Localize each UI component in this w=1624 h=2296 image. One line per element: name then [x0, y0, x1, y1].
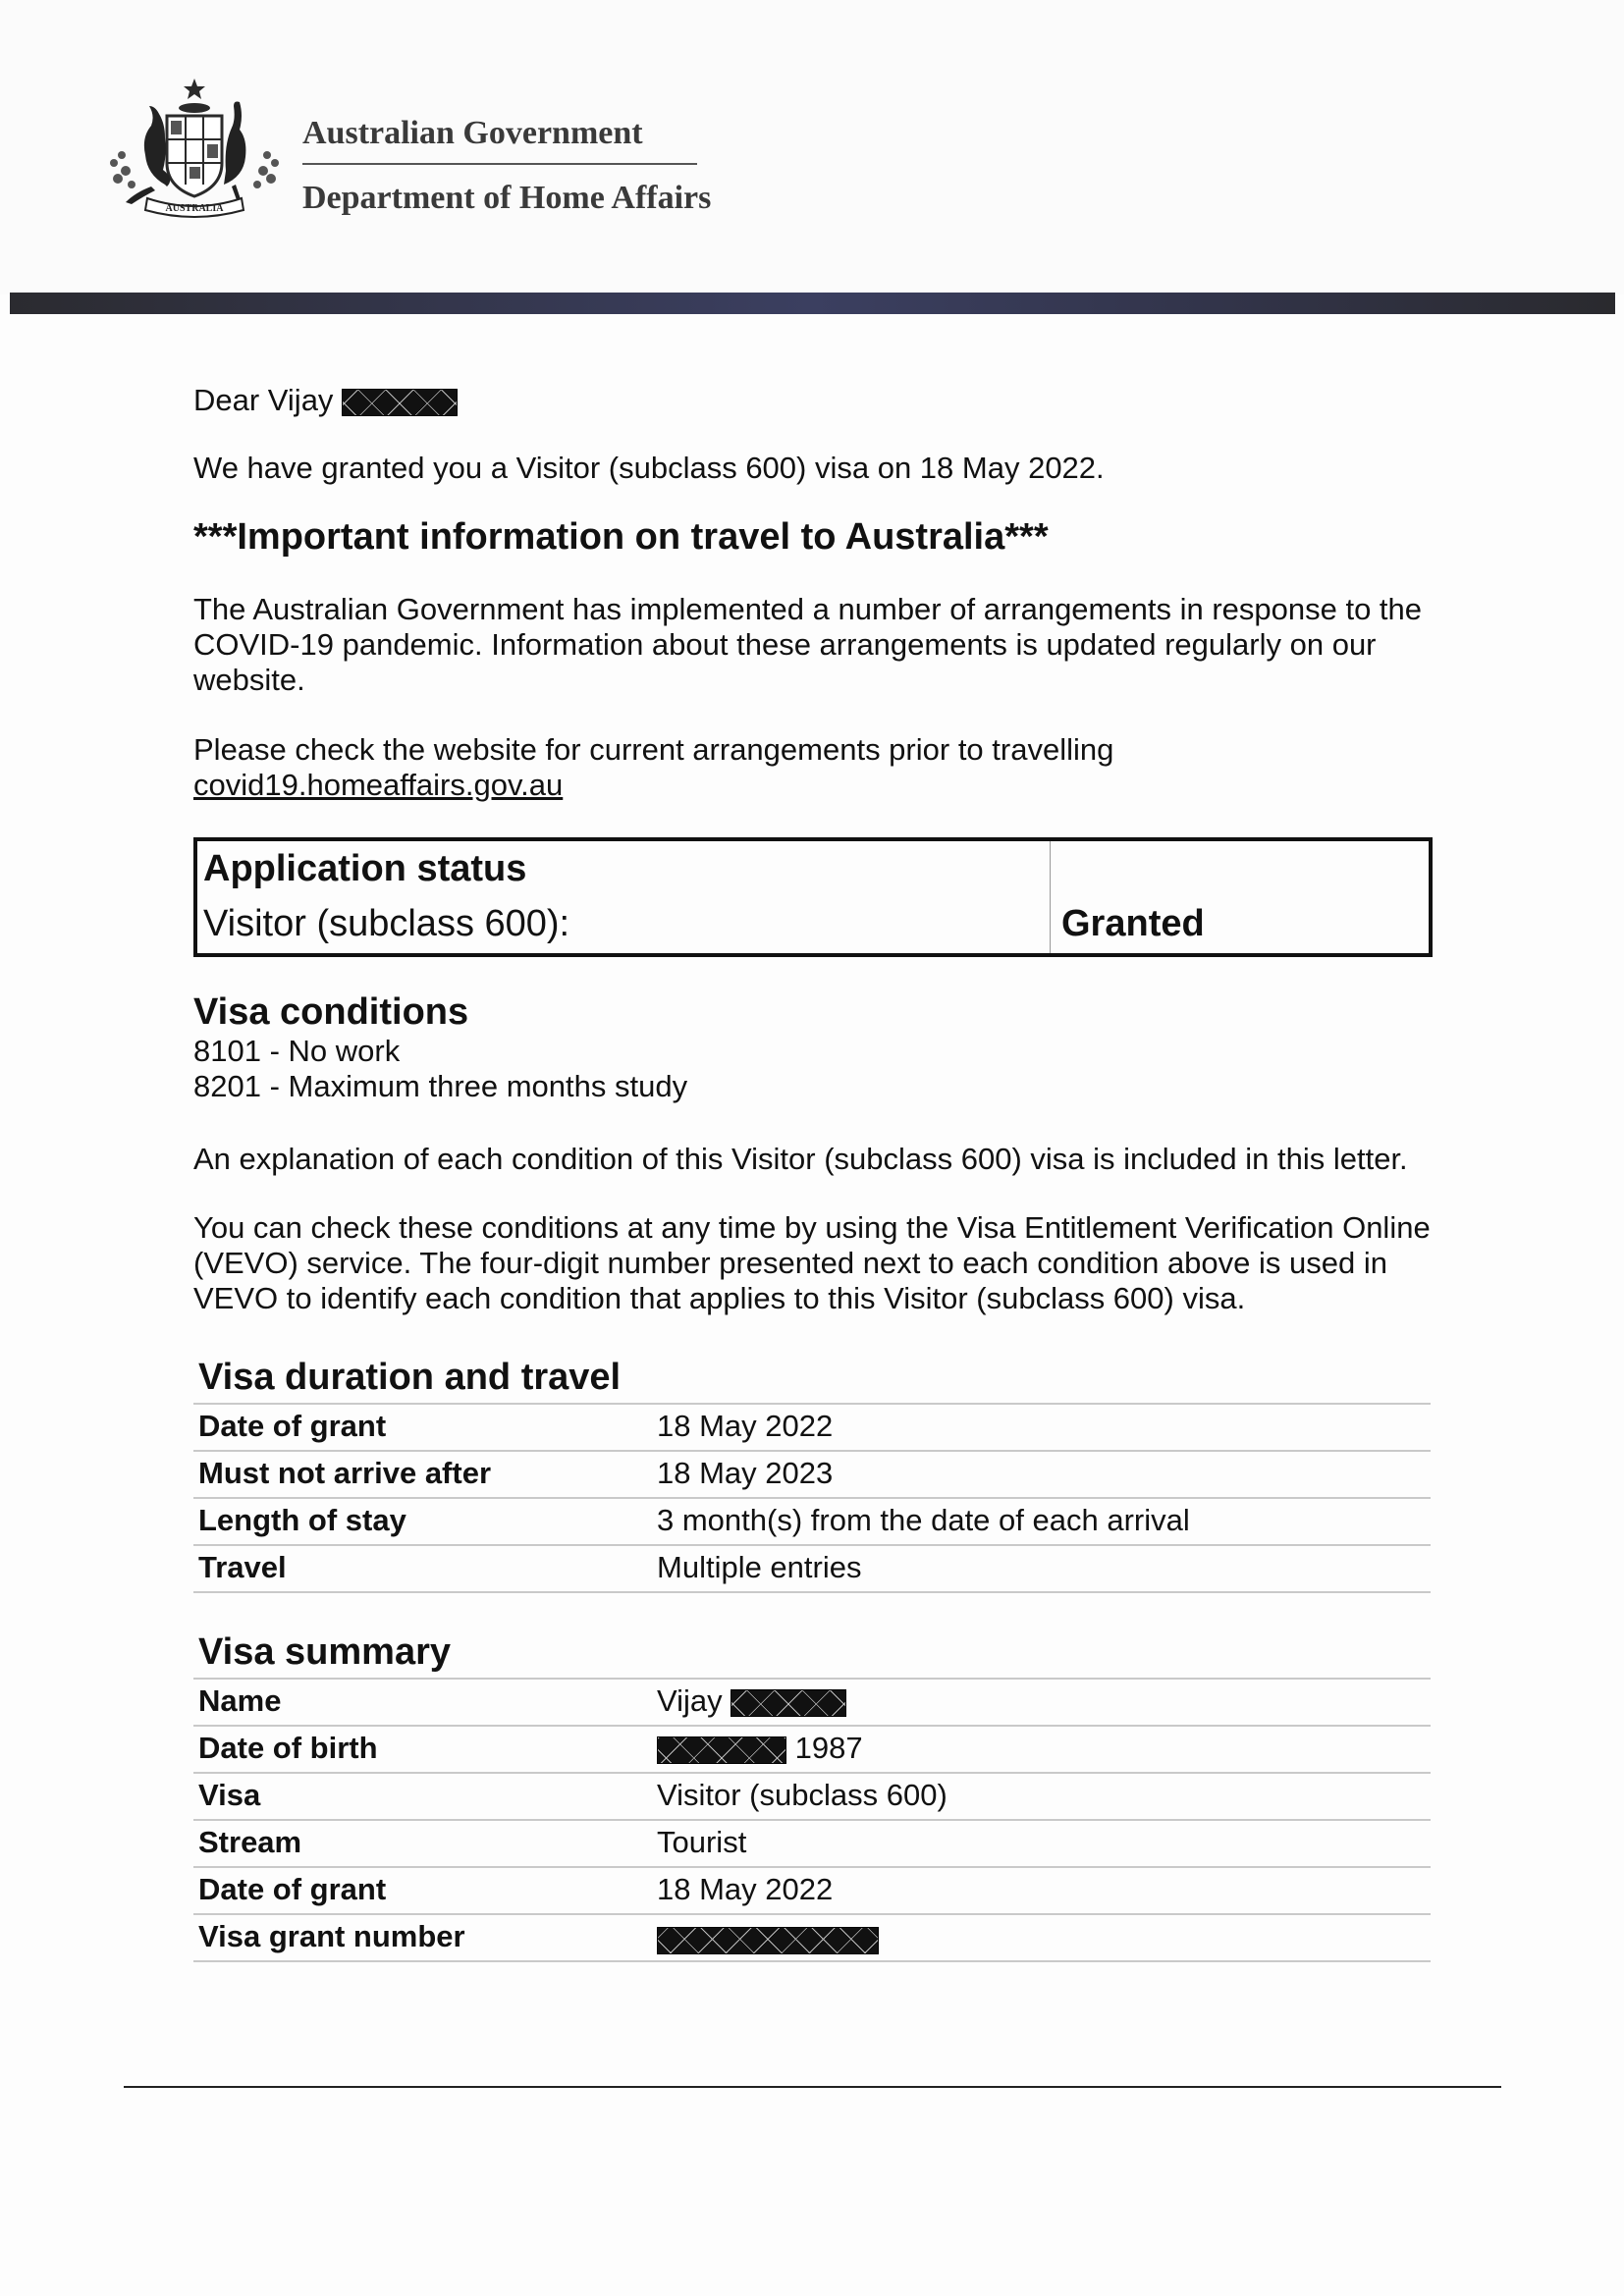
- visa-summary-table: [193, 1678, 1431, 1962]
- row-label: Name: [193, 1679, 652, 1726]
- visa-duration-title: Visa duration and travel: [198, 1357, 622, 1398]
- table-row: [193, 1820, 1431, 1867]
- table-row: [193, 1498, 1431, 1545]
- letterhead: [0, 0, 1624, 294]
- header-stripe: [10, 293, 1615, 314]
- department-name: Department of Home Affairs: [302, 180, 712, 216]
- table-row: [193, 1545, 1431, 1592]
- covid-paragraph: The Australian Government has implemented a number of arrangements in response to the COVID-19 pandemic. Information about these arrangements is updated regularly on our website.: [193, 592, 1423, 697]
- check-website-text: Please check the website for current arrangements prior to travelling: [193, 732, 1114, 767]
- footer-rule: [124, 2086, 1501, 2088]
- table-row: [193, 1404, 1431, 1451]
- row-label: Date of grant: [193, 1867, 652, 1914]
- crest-banner-text: AUSTRALIA: [165, 203, 224, 214]
- table-row: [193, 1451, 1431, 1498]
- name-value: Vijay: [657, 1683, 723, 1718]
- row-label: Date of birth: [193, 1726, 652, 1773]
- agency-name-block: [302, 114, 712, 218]
- table-row: [193, 1679, 1431, 1726]
- row-label: Visa: [193, 1773, 652, 1820]
- greeting: [193, 383, 1431, 418]
- greeting-text: Dear Vijay: [193, 383, 334, 417]
- table-row: [193, 1726, 1431, 1773]
- condition-item: 8201 - Maximum three months study: [193, 1069, 688, 1103]
- row-label: Stream: [193, 1820, 652, 1867]
- row-value: [652, 1914, 1431, 1961]
- application-status-box: [193, 837, 1433, 957]
- covid-website-link[interactable]: covid19.homeaffairs.gov.au: [193, 768, 564, 802]
- row-label: Visa grant number: [193, 1914, 652, 1961]
- redacted-grant-number: [657, 1927, 879, 1954]
- visa-duration-table: [193, 1403, 1431, 1593]
- row-label: Length of stay: [193, 1498, 652, 1545]
- government-name: Australian Government: [302, 114, 697, 165]
- table-row: [193, 1773, 1431, 1820]
- table-row: [193, 1914, 1431, 1961]
- row-value: 18 May 2022: [652, 1404, 1431, 1451]
- row-value: 18 May 2022: [652, 1867, 1431, 1914]
- row-value: 3 month(s) from the date of each arrival: [652, 1498, 1431, 1545]
- row-value: Multiple entries: [652, 1545, 1431, 1592]
- application-status-value: Granted: [1061, 903, 1205, 944]
- row-value: 18 May 2023: [652, 1451, 1431, 1498]
- row-value: Visitor (subclass 600): [652, 1773, 1431, 1820]
- application-status-label: Visitor (subclass 600):: [203, 903, 570, 944]
- application-status-title: Application status: [203, 848, 527, 889]
- row-value: [652, 1679, 1431, 1726]
- visa-summary-title: Visa summary: [198, 1631, 452, 1673]
- grant-sentence: We have granted you a Visitor (subclass 600) visa on 18 May 2022.: [193, 451, 1105, 485]
- row-label: Must not arrive after: [193, 1451, 652, 1498]
- vevo-paragraph: You can check these conditions at any time by using the Visa Entitlement Verification Online (VEVO) service. The four-digit number presented next to each condition above is used in VEVO to identify each condition that applies to this Visitor (subclass 600) visa.: [193, 1210, 1431, 1315]
- conditions-explanation: An explanation of each condition of this Visitor (subclass 600) visa is included in this letter.: [193, 1142, 1408, 1176]
- redacted-surname: [731, 1689, 846, 1717]
- table-row: [193, 1867, 1431, 1914]
- condition-item: 8101 - No work: [193, 1034, 401, 1068]
- visa-conditions-title: Visa conditions: [193, 991, 469, 1033]
- row-label: Date of grant: [193, 1404, 652, 1451]
- row-label: Travel: [193, 1545, 652, 1592]
- coat-of-arms-icon: [96, 77, 293, 224]
- birth-year-value: 1987: [794, 1731, 863, 1765]
- important-heading: ***Important information on travel to Australia***: [193, 516, 1049, 558]
- letter-body: [193, 383, 1431, 1962]
- row-value: Tourist: [652, 1820, 1431, 1867]
- row-value: [652, 1726, 1431, 1773]
- redacted-surname: [342, 389, 458, 416]
- redacted-birth-day-month: [657, 1736, 786, 1764]
- status-divider: [1050, 841, 1051, 953]
